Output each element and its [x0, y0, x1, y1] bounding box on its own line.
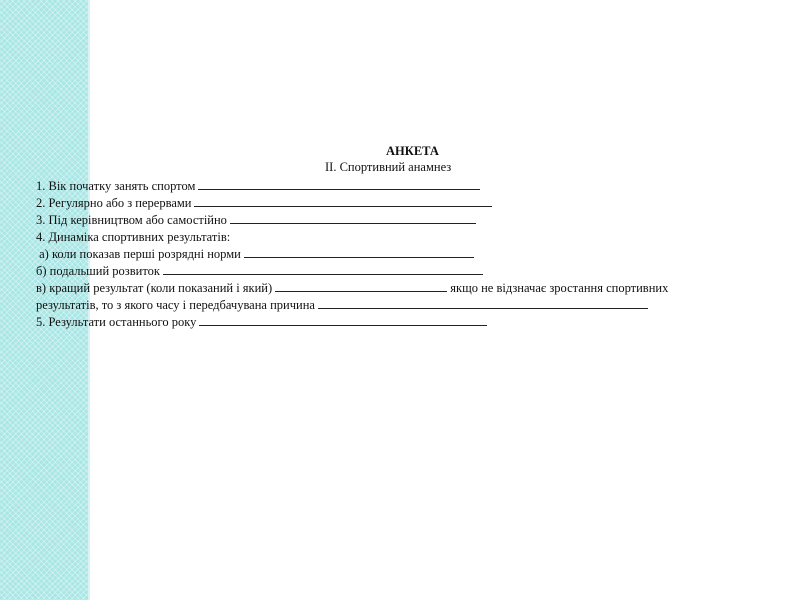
question-item-5: [36, 314, 487, 331]
question-label: 4. Динаміка спортивних результатів:: [36, 230, 231, 244]
document-title: АНКЕТА: [386, 144, 439, 158]
answer-blank[interactable]: [198, 178, 480, 190]
answer-blank[interactable]: [163, 263, 483, 275]
section-title: ІІ. Спортивний анамнез: [325, 160, 452, 174]
question-item-4c-continued: [36, 297, 648, 314]
question-item-3: [36, 212, 476, 229]
answer-blank[interactable]: [275, 280, 447, 292]
question-label: 3. Під керівництвом або самостійно: [36, 213, 227, 227]
question-label: 5. Результати останнього року: [36, 315, 197, 329]
question-label: б) подальший розвиток: [36, 264, 160, 278]
question-label: в) кращий результат (коли показаний і який): [36, 281, 273, 295]
answer-blank[interactable]: [194, 195, 492, 207]
question-item-4b: [36, 263, 483, 280]
question-item-2: [36, 195, 492, 212]
answer-blank[interactable]: [199, 314, 487, 326]
answer-blank[interactable]: [318, 297, 648, 309]
question-item-4a: [36, 246, 474, 263]
question-label-suffix: якщо не відзначає зростання спортивних: [450, 281, 669, 295]
question-item-4: [36, 229, 230, 246]
question-item-1: [36, 178, 480, 195]
question-label: 1. Вік початку занять спортом: [36, 179, 196, 193]
question-label: 2. Регулярно або з перервами: [36, 196, 192, 210]
answer-blank[interactable]: [230, 212, 476, 224]
answer-blank[interactable]: [244, 246, 474, 258]
question-label: а) коли показав перші розрядні норми: [36, 247, 241, 261]
question-label: результатів, то з якого часу і передбачувана причина: [36, 298, 315, 312]
question-item-4c: [36, 280, 668, 297]
